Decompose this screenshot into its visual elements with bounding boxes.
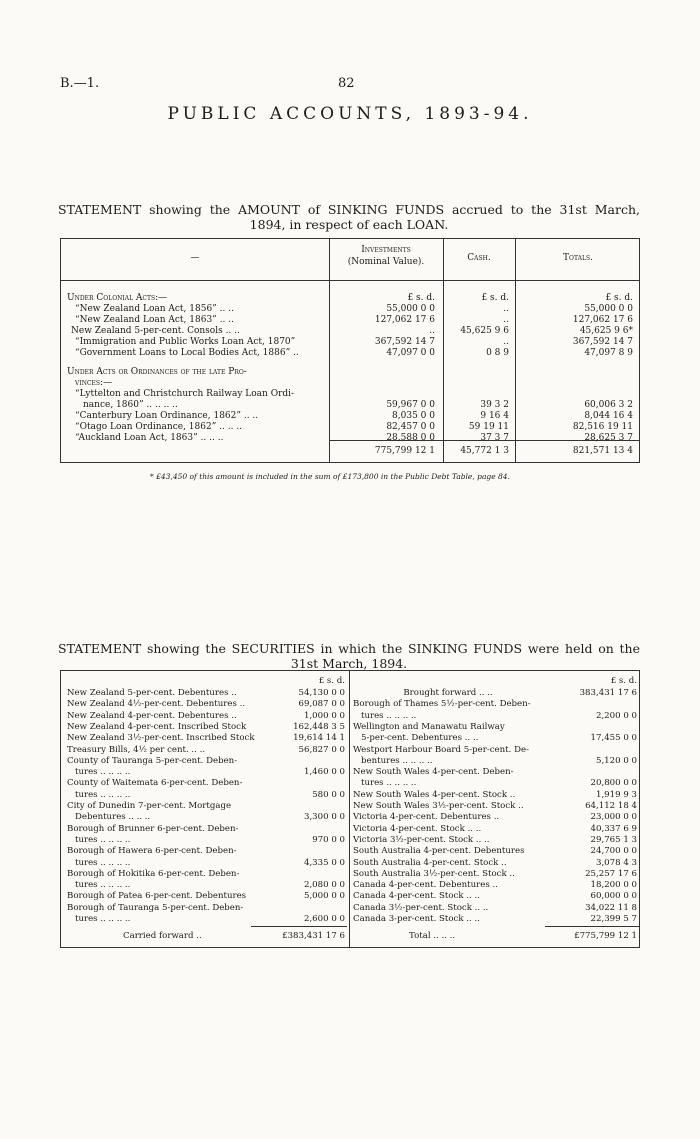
page-title: PUBLIC ACCOUNTS, 1893-94. [167, 104, 533, 124]
security-amount: 19,614 14 1 [293, 733, 345, 744]
total-value: 45,625 9 6* [579, 326, 633, 336]
security-amount: 69,087 0 0 [298, 699, 345, 710]
security-amount: 2,600 0 0 [303, 914, 345, 924]
security-label: New South Wales 4-per-cent. Deben- [353, 767, 514, 778]
loan-label: Under Colonial Acts:— [67, 293, 168, 303]
statement2-title-line2: 31st March, 1894. [290, 656, 408, 671]
security-label: Borough of Brunner 6-per-cent. Deben- [67, 823, 239, 834]
security-label: Canada 3-per-cent. Stock .. .. [353, 914, 480, 924]
security-row [61, 914, 641, 925]
security-row [61, 733, 641, 744]
table-row [61, 432, 639, 444]
security-label: tures .. .. .. .. [75, 880, 131, 891]
security-amount: 1,460 0 0 [303, 767, 345, 778]
table-row [61, 347, 639, 359]
carried-forward-row [61, 931, 641, 942]
security-label: Canada 3½-per-cent. Stock .. .. [353, 902, 489, 913]
security-row [61, 869, 641, 880]
security-amount: 29,765 1 3 [590, 834, 637, 845]
sinking-funds-table [60, 238, 640, 463]
loan-label: “Otago Loan Ordinance, 1862” .. .. .. [75, 422, 243, 432]
security-amount: 25,257 17 6 [585, 868, 637, 879]
security-label: New Zealand 5-per-cent. Debentures .. [67, 688, 237, 698]
security-label: South Australia 4-per-cent. Debentures [353, 846, 525, 857]
security-amount: 20,800 0 0 [590, 778, 637, 789]
security-label: Treasury Bills, 4½ per cent. .. .. [67, 744, 206, 755]
security-label: Victoria 4-per-cent. Debentures .. [353, 812, 500, 823]
cash-value: 59 19 11 [468, 422, 509, 432]
cash-value: .. [503, 304, 509, 314]
security-label: County of Tauranga 5-per-cent. Deben- [67, 755, 238, 766]
security-label: Victoria 4-per-cent. Stock .. .. [353, 823, 482, 834]
security-row [61, 824, 641, 835]
total-value: 127,062 17 6 [572, 315, 633, 325]
statement1-title-line2: 1894, in respect of each LOAN. [249, 217, 449, 232]
cash-value: 9 16 4 [480, 411, 509, 421]
security-amount: 24,700 0 0 [590, 846, 637, 857]
total-value: 60,006 3 2 [584, 400, 633, 410]
security-amount: 2,080 0 0 [303, 880, 345, 891]
cash-value: £ s. d. [481, 293, 509, 303]
security-row [61, 699, 641, 710]
security-amount: 17,455 0 0 [590, 733, 637, 744]
statement1-title [58, 202, 640, 232]
security-label: New South Wales 4-per-cent. Stock .. [353, 789, 516, 800]
security-amount: 18,200 0 0 [590, 880, 637, 891]
security-amount: 54,130 0 0 [298, 688, 345, 698]
security-label: tures .. .. .. .. [75, 767, 131, 778]
security-amount: 162,448 3 5 [293, 721, 345, 732]
security-row [61, 835, 641, 846]
loan-label: New Zealand 5-per-cent. Consols .. .. [71, 326, 240, 336]
security-label: tures .. .. .. .. [361, 778, 417, 789]
investments-value: 82,457 0 0 [386, 422, 435, 432]
cash-value: 39 3 2 [480, 400, 509, 410]
total-value: 8,044 16 4 [584, 411, 633, 421]
security-row [61, 790, 641, 801]
security-row [61, 846, 641, 857]
investments-value: 59,967 0 0 [386, 400, 435, 410]
security-row [61, 756, 641, 767]
security-label: tures .. .. .. .. [75, 789, 131, 800]
security-amount: 1,000 0 0 [303, 710, 345, 721]
security-label: Brought forward .. .. [403, 688, 493, 698]
security-amount: 970 0 0 [312, 834, 345, 845]
security-label: County of Waitemata 6-per-cent. Deben- [67, 778, 243, 789]
security-label: New South Wales 3½-per-cent. Stock .. [353, 801, 524, 811]
statement2-title [58, 641, 640, 671]
security-amount: 40,337 6 9 [590, 823, 637, 834]
loan-label: “Lyttelton and Christchurch Railway Loan Ordi- [75, 389, 295, 399]
investments-value: 127,062 17 6 [374, 315, 435, 325]
security-amount: 3,300 0 0 [303, 812, 345, 823]
security-label: Debentures .. .. .. [75, 812, 151, 823]
security-row [61, 688, 641, 699]
investments-value: 367,592 14 7 [374, 337, 435, 347]
security-row [61, 880, 641, 891]
total-investments: 775,799 12 1 [374, 446, 435, 456]
left-sum-rule [251, 926, 347, 927]
security-label: New Zealand 3½-per-cent. Inscribed Stock [67, 733, 255, 744]
security-amount: 22,399 5 7 [590, 914, 637, 924]
security-amount: 1,919 9 3 [595, 789, 637, 800]
footnote: * £43,450 of this amount is included in the sum of £173,800 in the Public Debt Table, page 84. [150, 472, 510, 481]
security-label: bentures .. .. .. .. [361, 755, 433, 766]
security-label: Borough of Thames 5½-per-cent. Deben- [353, 699, 531, 710]
security-label: New Zealand 4-per-cent. Debentures .. [67, 710, 237, 721]
security-label: tures .. .. .. .. [75, 857, 131, 868]
security-amount: 580 0 0 [312, 789, 345, 800]
carried-forward-amount: £383,431 17 6 [282, 931, 345, 941]
left-currency-header: £ s. d. [318, 676, 345, 686]
security-row [61, 801, 641, 812]
securities-table [60, 670, 640, 948]
cash-value: 0 8 9 [486, 348, 509, 358]
investments-value: 8,035 0 0 [392, 411, 435, 421]
header-cash: Cash. [467, 253, 491, 263]
header-investments-line1: Investments [361, 245, 411, 255]
header-divider [61, 280, 639, 281]
security-row [61, 722, 641, 733]
security-amount: 5,000 0 0 [303, 891, 345, 902]
header-investments-line2: (Nominal Value). [347, 257, 425, 267]
security-label: Borough of Patea 6-per-cent. Debentures [67, 891, 247, 902]
security-label: Wellington and Manawatu Railway [353, 721, 505, 732]
security-label: Borough of Hawera 6-per-cent. Deben- [67, 846, 237, 857]
loan-label: Under Acts or Ordinances of the late Pro- [67, 367, 247, 377]
totals-row [61, 445, 639, 457]
security-row [61, 778, 641, 789]
total-label: Total .. .. .. [409, 931, 456, 941]
total-value: 367,592 14 7 [572, 337, 633, 347]
header-totals: Totals. [563, 253, 593, 263]
loan-label: “New Zealand Loan Act, 1856” .. .. [75, 304, 234, 314]
security-label: Borough of Tauranga 5-per-cent. Deben- [67, 902, 244, 913]
header-dash: — [190, 253, 200, 263]
grand-total: 821,571 13 4 [572, 446, 633, 456]
total-amount: £775,799 12 1 [574, 931, 637, 941]
investments-value: £ s. d. [407, 293, 435, 303]
security-row [61, 812, 641, 823]
security-label: tures .. .. .. .. [361, 710, 417, 721]
security-label: City of Dunedin 7-per-cent. Mortgage [67, 801, 232, 811]
security-amount: 3,078 4 3 [595, 857, 637, 868]
total-value: 28,625 3 7 [584, 433, 633, 443]
security-amount: 5,120 0 0 [595, 755, 637, 766]
security-amount: 383,431 17 6 [579, 688, 637, 698]
statement2-title-line1: STATEMENT showing the SECURITIES in which the SINKING FUNDS were held on the [58, 641, 640, 656]
security-label: Westport Harbour Board 5-per-cent. De- [353, 744, 529, 755]
right-currency-header: £ s. d. [610, 676, 637, 686]
security-amount: 4,335 0 0 [303, 857, 345, 868]
currency-header-row [61, 676, 641, 687]
statement1-title-line1: STATEMENT showing the AMOUNT of SINKING FUNDS accrued to the 31st March, [58, 202, 640, 217]
total-value: 55,000 0 0 [584, 304, 633, 314]
cash-value: .. [503, 315, 509, 325]
total-value: £ s. d. [605, 293, 633, 303]
loan-label: “New Zealand Loan Act, 1863” .. .. [75, 315, 234, 325]
investments-value: 55,000 0 0 [386, 304, 435, 314]
security-amount: 2,200 0 0 [595, 710, 637, 721]
total-cash: 45,772 1 3 [460, 446, 509, 456]
security-row [61, 711, 641, 722]
security-label: Borough of Hokitika 6-per-cent. Deben- [67, 868, 240, 879]
security-amount: 60,000 0 0 [590, 891, 637, 902]
loan-label: “Immigration and Public Works Loan Act, 1870” [75, 337, 296, 347]
security-row [61, 858, 641, 869]
header-investments [329, 244, 443, 268]
security-label: South Australia 4-per-cent. Stock .. [353, 857, 507, 868]
cash-value: 37 3 7 [480, 433, 509, 443]
security-label: New Zealand 4½-per-cent. Debentures .. [67, 699, 246, 710]
investments-value: 47,097 0 0 [386, 348, 435, 358]
loan-label: vinces:— [75, 378, 113, 388]
security-label: Canada 4-per-cent. Debentures .. [353, 880, 498, 891]
security-label: Canada 4-per-cent. Stock .. .. [353, 891, 480, 902]
security-amount: 56,827 0 0 [298, 744, 345, 755]
security-row [61, 891, 641, 902]
security-label: 5-per-cent. Debentures .. .. [361, 733, 479, 744]
page-number: 82 [338, 76, 355, 91]
security-row [61, 745, 641, 756]
security-row [61, 903, 641, 914]
total-value: 82,516 19 11 [572, 422, 633, 432]
security-row [61, 767, 641, 778]
investments-value: 28,588 0 0 [386, 433, 435, 443]
cash-value: .. [503, 337, 509, 347]
security-label: South Australia 3½-per-cent. Stock .. [353, 868, 515, 879]
security-amount: 34,022 11 8 [585, 902, 637, 913]
security-label: tures .. .. .. .. [75, 834, 131, 845]
document-reference: B.—1. [60, 76, 100, 91]
investments-value: .. [429, 326, 435, 336]
right-sum-rule [545, 926, 639, 927]
total-value: 47,097 8 9 [584, 348, 633, 358]
loan-label: nance, 1860” .. .. .. .. [83, 400, 178, 410]
cash-value: 45,625 9 6 [460, 326, 509, 336]
loan-label: “Auckland Loan Act, 1863” .. .. .. [75, 433, 224, 443]
security-amount: 23,000 0 0 [590, 812, 637, 823]
security-amount: 64,112 18 4 [585, 801, 637, 811]
loan-label: “Canterbury Loan Ordinance, 1862” .. .. [75, 411, 259, 421]
security-label: Victoria 3½-per-cent. Stock .. .. [353, 834, 490, 845]
security-label: New Zealand 4-per-cent. Inscribed Stock [67, 721, 247, 732]
security-label: tures .. .. .. .. [75, 914, 131, 924]
carried-forward-label: Carried forward .. [123, 931, 202, 941]
loan-label: “Government Loans to Local Bodies Act, 1886” .. [75, 348, 299, 358]
